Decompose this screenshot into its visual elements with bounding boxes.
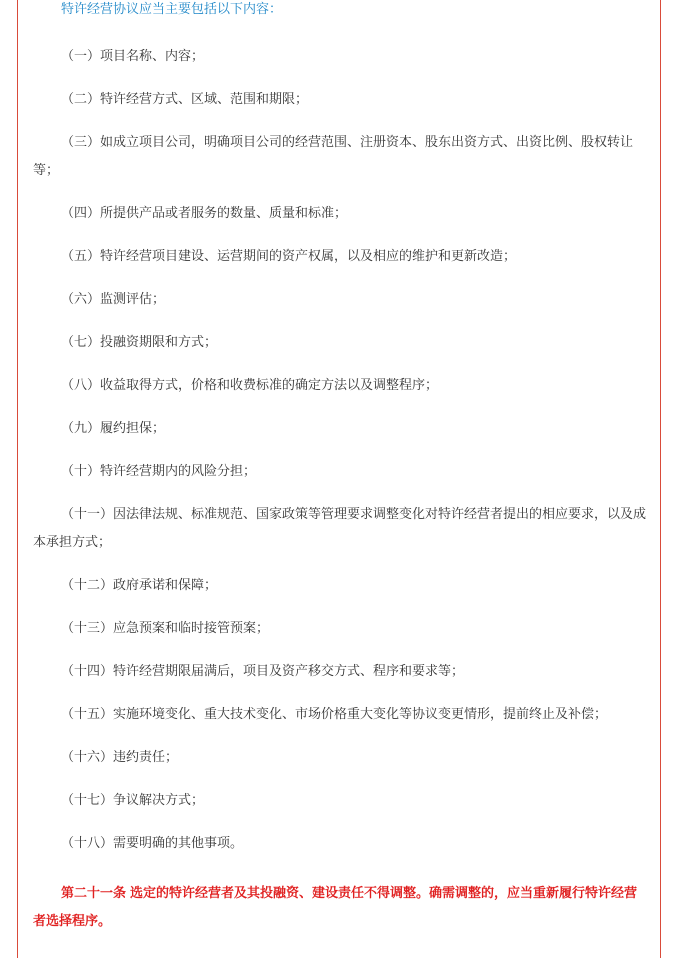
list-item: （十四）特许经营期限届满后，项目及资产移交方式、程序和要求等； [61,664,465,679]
list-item: （七）投融资期限和方式； [61,335,218,350]
list-item: （十八）需要明确的其他事项。 [61,836,244,851]
list-item: （五）特许经营项目建设、运营期间的资产权属，以及相应的维护和更新改造； [61,249,517,264]
list-item: （八）收益取得方式，价格和收费标准的确定方法以及调整程序； [61,378,439,393]
list-item: （十二）政府承诺和保障； [61,578,218,593]
list-item: （九）履约担保； [61,421,166,436]
list-item: （十七）争议解决方式； [61,793,205,808]
list-item: （十五）实施环境变化、重大技术变化、市场价格重大变化等协议变更情形，提前终止及补偿； [61,707,608,722]
list-item: （二）特许经营方式、区域、范围和期限； [61,92,309,107]
article-21 [33,880,646,936]
list-item: （十）特许经营期内的风险分担； [61,464,257,479]
article-text: 选定的特许经营者及其投融资、建设责任不得调整。确需调整的，应当重新履行特许经营者选择程序。 [33,886,638,929]
list-item: （一）项目名称、内容； [61,49,205,64]
list-item: （四）所提供产品或者服务的数量、质量和标准； [61,206,348,221]
section-heading: 特许经营协议应当主要包括以下内容： [61,2,283,17]
list-item: （十六）违约责任； [61,750,179,765]
list-item: （十三）应急预案和临时接管预案； [61,621,270,636]
list-item: （三）如成立项目公司，明确项目公司的经营范围、注册资本、股东出资方式、出资比例、股权转让等； [33,135,634,178]
list-item: （十一）因法律法规、标准规范、国家政策等管理要求调整变化对特许经营者提出的相应要求，以及成本承担方式； [33,507,647,550]
list-item: （六）监测评估； [61,292,166,307]
article-number: 第二十一条 [61,886,127,901]
document-body [33,0,646,936]
